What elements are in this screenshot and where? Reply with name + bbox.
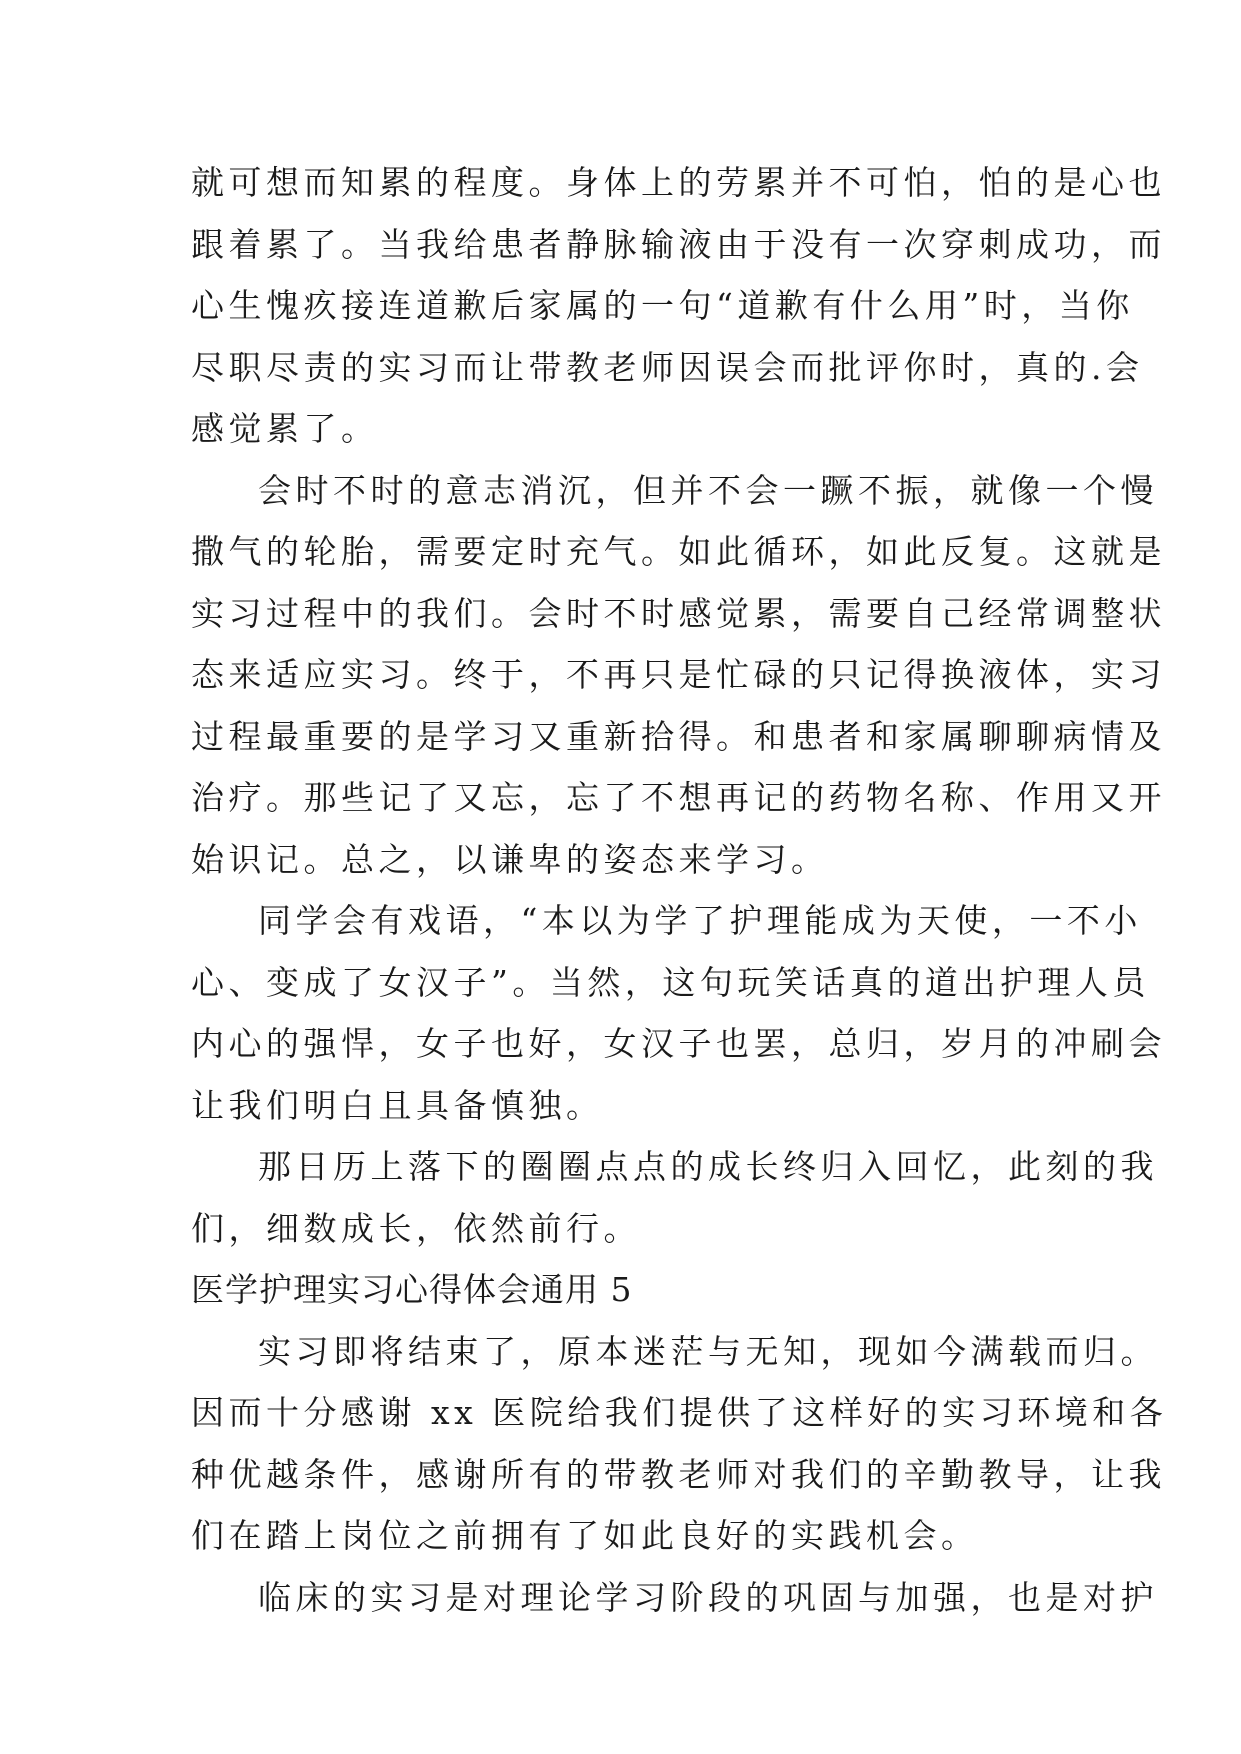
paragraph-first-line: 那日历上落下的圈圈点点的成长终归入回忆，此刻的我 xyxy=(258,1147,1158,1186)
text-line: 撒气的轮胎，需要定时充气。如此循环，如此反复。这就是 xyxy=(191,532,1166,571)
text-line: 因而十分感谢 xx 医院给我们提供了这样好的实习环境和各 xyxy=(191,1393,1168,1432)
text-line: 们在踏上岗位之前拥有了如此良好的实践机会。 xyxy=(191,1516,979,1555)
text-line: 心生愧疚接连道歉后家属的一句“道歉有什么用”时，当你 xyxy=(191,286,1134,325)
text-line: 尽职尽责的实习而让带教老师因误会而批评你时，真的.会 xyxy=(191,347,1144,387)
text-line: 们，细数成长，依然前行。 xyxy=(191,1208,641,1248)
text-line: 种优越条件，感谢所有的带教老师对我们的辛勤教导，让我 xyxy=(191,1454,1166,1494)
text-line: 内心的强悍，女子也好，女汉子也罢，总归，岁月的冲刷会 xyxy=(191,1024,1166,1063)
paragraph-first-line: 实习即将结束了，原本迷茫与无知，现如今满载而归。 xyxy=(258,1331,1158,1371)
paragraph-first-line: 临床的实习是对理论学习阶段的巩固与加强，也是对护 xyxy=(258,1577,1158,1617)
paragraph-first-line: 同学会有戏语，“本以为学了护理能成为天使，一不小 xyxy=(258,901,1142,940)
text-line: 就可想而知累的程度。身体上的劳累并不可怕，怕的是心也 xyxy=(191,163,1166,202)
text-line: 心、变成了女汉子”。当然，这句玩笑话真的道出护理人员 xyxy=(191,962,1150,1002)
text-line: 让我们明白且具备慎独。 xyxy=(191,1085,604,1125)
text-line: 始识记。总之，以谦卑的姿态来学习。 xyxy=(191,839,829,879)
paragraph-first-line: 会时不时的意志消沉，但并不会一蹶不振，就像一个慢 xyxy=(258,470,1158,510)
text-line: 治疗。那些记了又忘，忘了不想再记的药物名称、作用又开 xyxy=(191,778,1166,817)
text-line: 实习过程中的我们。会时不时感觉累，需要自己经常调整状 xyxy=(191,593,1166,633)
text-line: 感觉累了。 xyxy=(191,409,379,448)
text-line: 态来适应实习。终于，不再只是忙碌的只记得换液体，实习 xyxy=(191,655,1166,694)
text-line: 跟着累了。当我给患者静脉输液由于没有一次穿刺成功，而 xyxy=(191,224,1166,264)
section-heading: 医学护理实习心得体会通用 5 xyxy=(191,1270,633,1309)
document-body xyxy=(191,152,1168,1628)
text-line: 过程最重要的是学习又重新拾得。和患者和家属聊聊病情及 xyxy=(191,716,1166,756)
